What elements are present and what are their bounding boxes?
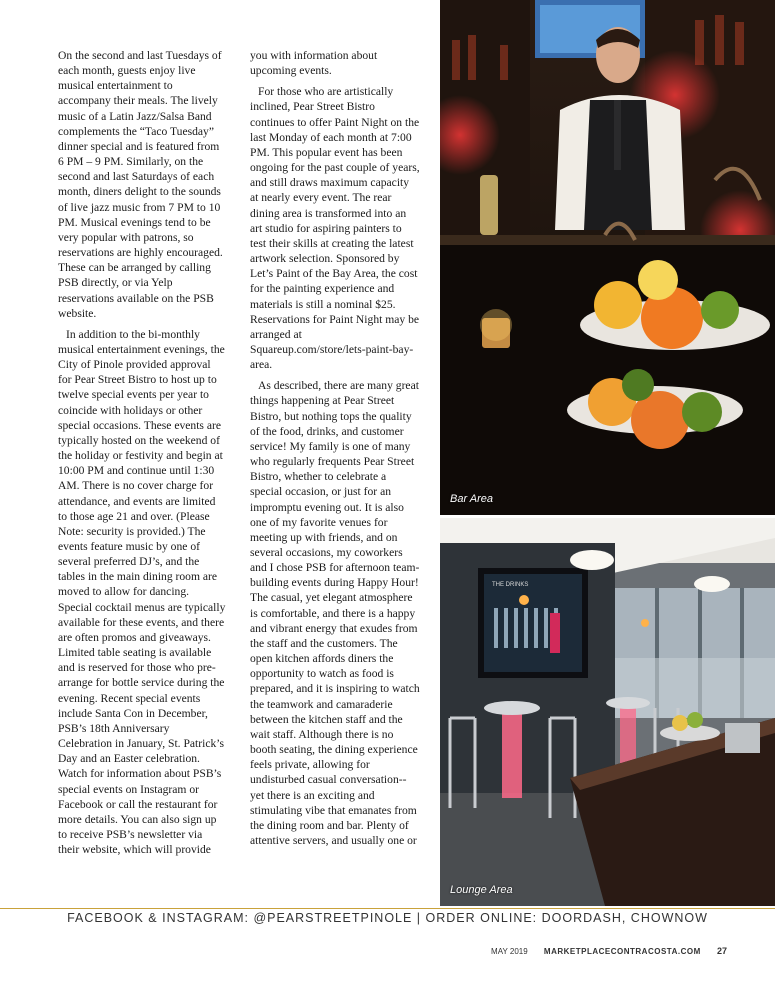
paragraph-special-events: In addition to the bi-monthly musical entertainment evenings, the City of Pinole provided approval for Pear Street Bistro to host up to twelve special events per year to coincide with holidays or other special occasions. These events are typically hosted on the weekend of the holiday or festivity and begin at 10:00 PM and continue until 1:30 AM. There is no cover charge for attendance, and events are limited to those age 21 and over. (Please Note: security is provided.) The events feature music by one of several preferred DJ’s, and the tables in the main dining room are moved to allow for dancing. Special cocktail menus are typically available for these events, and there are often promos and giveaways. Limited table seating is available and is reserved for those who pre-arrange for bottle service during the evening. Recent special events include Santa Con in December, PSB’s 18th Anniversary Celebration in January, St. Patrick’s Day and an Easter celebration. Watch for information about PSB’s special events on Instagram or Facebook or call the restaurant for more details. You can also sign up to receive PSB’s newsletter via their website, which will provide — [58, 327, 226, 857]
paragraph-summary: As described, there are many great things happening at Pear Street Bistro, but nothing tops the quality of the food, drinks, and customer service! My family is one of many who regularly frequents Pear Street Bistro, whether to celebrate a special occasion, or just for an impromptu evening out. It is also one of my favorite venues for meeting up with friends, and on several occasions, my coworkers and I chose PSB for afternoon team-building events during Happy Hour! The casual, yet elegant atmosphere is comfortable, and there is a happy and vibrant energy that exudes from the staff and the customers. The open kitchen affords diners the opportunity to watch as food is prepared, and it is inspiring to watch the teamwork and camaraderie between the kitchen staff and the wait staff. Although there is no booth seating, the dining experience feels private, allowing for undisturbed casual conversation--yet there is an exciting and stimulating vibe that emanates from the dining room and bar. Plenty of attentive servers, and usually one or — [250, 379, 420, 847]
site-url: MARKETPLACECONTRACOSTA.COM — [543, 947, 701, 956]
footer-divider — [0, 908, 775, 909]
bar-area-caption: Bar Area — [450, 493, 494, 505]
article-column-2 — [250, 48, 420, 854]
paragraph-paint-night: For those who are artistically inclined, Pear Street Bistro continues to offer Paint Night on the last Monday of each month at 7:00 PM. This popular event has been ongoing for the past couple of years, and still draws maximum capacity at nearly every event. The rear dining area is transformed into an art studio for aspiring painters to test their skills at creating the latest artwork selection. Sponsored by Let’s Paint of the Bay Area, the cost for the painting experience and materials is still a nominal $25. Reservations for Paint Night may be arranged at Squareup.com/store/lets-paint-bay-area. — [250, 85, 420, 372]
page-number: 27 — [716, 946, 727, 956]
menu-screen-text: THE DRINKS — [492, 582, 529, 588]
lounge-area-photo — [440, 518, 775, 906]
footer-banner: FACEBOOK & INSTAGRAM: @PEARSTREETPINOLE | ORDER ONLINE: DOORDASH, CHOWNOW — [67, 911, 708, 925]
bar-area-photo — [440, 0, 775, 515]
page-footer-meta — [491, 946, 727, 956]
paragraph-continued: you with information about upcoming events. — [250, 49, 378, 78]
paragraph-live-music: On the second and last Tuesdays of each month, guests enjoy live musical entertainment to accompany their meals. The lively music of a Latin Jazz/Salsa Band complements the “Taco Tuesday” dinner special and is featured from 6 PM – 9 PM. Similarly, on the second and last Saturdays of each month, diners delight to the sounds of live jazz music from 7 PM to 10 PM. Musical evenings tend to be very popular with patrons, so reservations are highly encouraged. These can be arranged by calling PSB directly, or via Yelp reservations available on the PSB website. — [58, 49, 223, 320]
issue-date: MAY 2019 — [491, 947, 528, 956]
lounge-area-caption: Lounge Area — [450, 884, 513, 896]
bar-area-illustration — [440, 0, 775, 515]
lounge-area-illustration — [440, 518, 775, 906]
article-column-1 — [58, 48, 226, 863]
